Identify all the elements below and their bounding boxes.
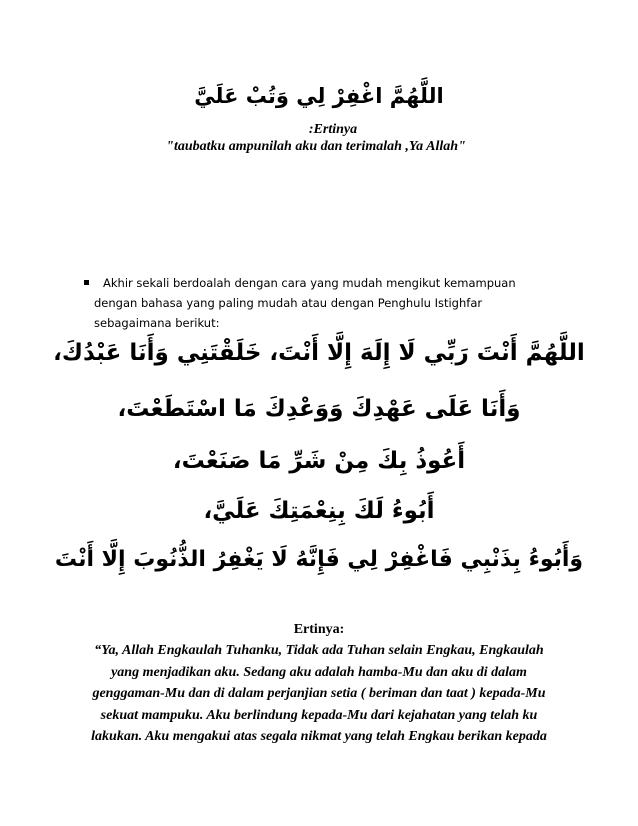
bullet-marker-icon xyxy=(84,280,89,285)
translation-heading: Ertinya: xyxy=(293,622,345,637)
istighfar-line-2: وَأَنَا عَلَى عَهْدِكَ وَوَعْدِكَ مَا اسْتَطَعْتَ، xyxy=(117,396,521,422)
istighfar-line-4: أَبُوءُ لَكَ بِنِعْمَتِكَ عَلَيَّ، xyxy=(203,498,435,524)
translation-line-1: “Ya, Allah Engkaulah Tuhanku, Tidak ada Tuhan selain Engkau, Engkaulah xyxy=(94,643,544,658)
bullet-line-3: sebagaimana berikut: xyxy=(94,316,220,330)
translation-line-5: lakukan. Aku mengakui atas segala nikmat yang telah Engkau berikan kepada xyxy=(91,729,547,744)
bullet-text-1: Akhir sekali berdoalah dengan cara yang mudah mengikut kemampuan xyxy=(103,276,516,290)
bullet-line-2: dengan bahasa yang paling mudah atau dengan Penghulu Istighfar xyxy=(94,296,483,310)
ertinya-label: :Ertinya xyxy=(308,122,358,137)
istighfar-line-1: اللَّهُمَّ أَنْتَ رَبِّي لَا إِلَهَ إِلَّا أَنْتَ، خَلَقْتَنِي وَأَنَا عَبْدُكَ، xyxy=(53,340,585,366)
bullet-paragraph xyxy=(80,273,550,333)
bullet-line-1 xyxy=(80,273,550,293)
istighfar-line-5: وَأَبُوءُ بِذَنْبِي فَاغْفِرْ لِي فَإِنَّهُ لَا يَغْفِرُ الذُّنُوبَ إِلَّا أَنْتَ xyxy=(54,547,584,572)
doa-short-arabic: اللَّهُمَّ اغْفِرْ لِي وَتُبْ عَلَيَّ xyxy=(194,84,444,108)
doa-short-meaning: "taubatku ampunilah aku dan terimalah ,Ya Allah" xyxy=(166,139,466,154)
translation-paragraph xyxy=(0,640,638,748)
translation-line-4: sekuat mampuku. Aku berlindung kepada-Mu dari kejahatan yang telah ku xyxy=(100,707,538,723)
translation-line-2: yang menjadikan aku. Sedang aku adalah hamba-Mu dan aku di dalam xyxy=(111,664,527,680)
istighfar-line-3: أَعُوذُ بِكَ مِنْ شَرِّ مَا صَنَعْتَ، xyxy=(172,448,466,474)
translation-line-3: genggaman-Mu dan di dalam perjanjian setia ( beriman dan taat ) kepada-Mu xyxy=(92,686,546,701)
